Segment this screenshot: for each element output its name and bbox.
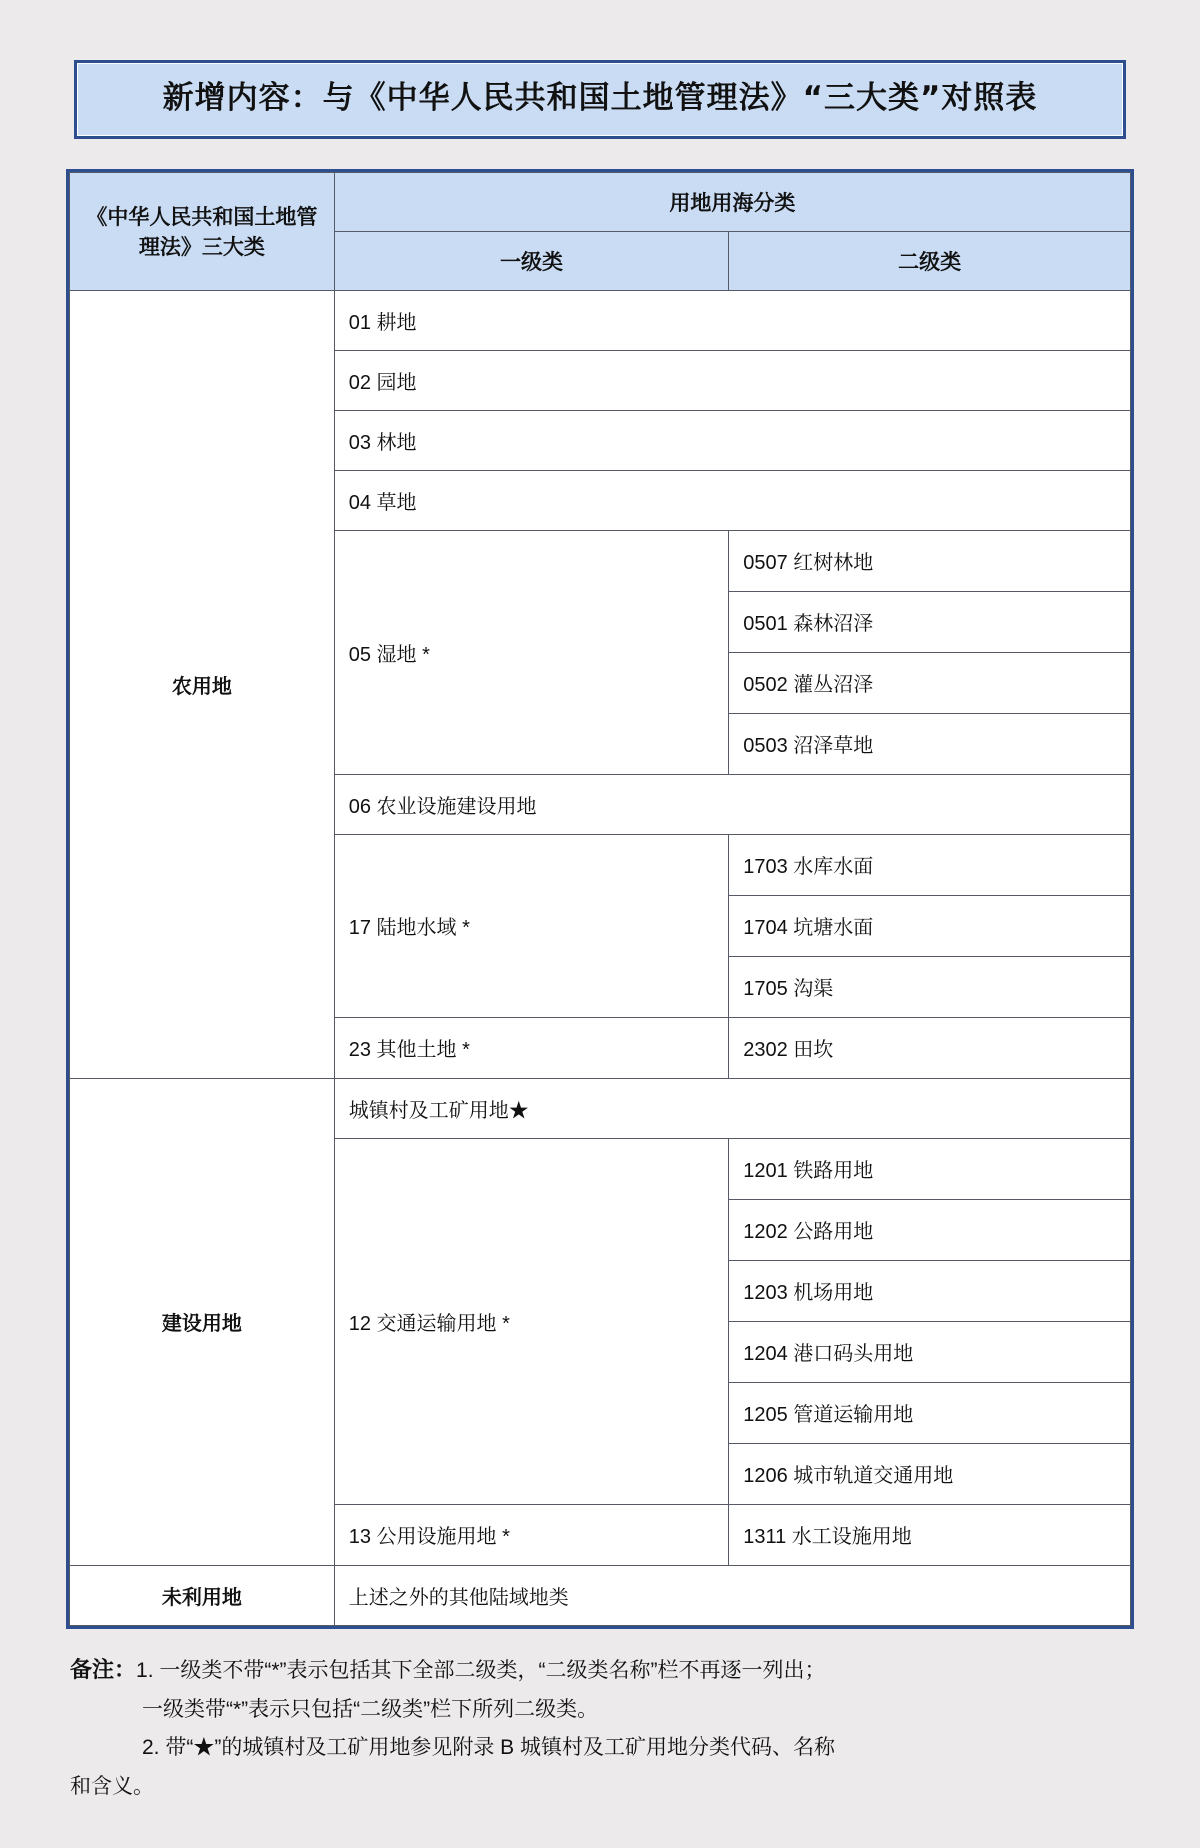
cell-level2: 1311 水工设施用地 bbox=[729, 1504, 1131, 1565]
cell-level1: 01 耕地 bbox=[334, 290, 1130, 350]
footnote-line-1 bbox=[70, 1651, 1130, 1690]
cell-category: 未利用地 bbox=[70, 1565, 335, 1625]
cell-level1: 03 林地 bbox=[334, 410, 1130, 470]
cell-level1: 上述之外的其他陆域地类 bbox=[334, 1565, 1130, 1625]
cell-level2: 1704 坑塘水面 bbox=[729, 895, 1131, 956]
cell-level1: 12 交通运输用地 * bbox=[334, 1138, 729, 1504]
table-row bbox=[70, 1565, 1131, 1625]
cell-level1: 05 湿地 * bbox=[334, 530, 729, 774]
cell-level2: 0501 森林沼泽 bbox=[729, 591, 1131, 652]
comparison-table-container bbox=[66, 169, 1134, 1629]
cell-category: 建设用地 bbox=[70, 1078, 335, 1565]
cell-category: 农用地 bbox=[70, 290, 335, 1078]
table-header bbox=[70, 172, 1131, 290]
cell-level2: 1703 水库水面 bbox=[729, 834, 1131, 895]
header-land-law-categories: 《中华人民共和国土地管理法》三大类 bbox=[70, 172, 335, 290]
title-banner bbox=[74, 60, 1126, 139]
header-level2: 二级类 bbox=[729, 231, 1131, 290]
footnote-line-4 bbox=[70, 1769, 1130, 1806]
cell-level2: 1203 机场用地 bbox=[729, 1260, 1131, 1321]
footnote-line-2 bbox=[70, 1692, 1130, 1729]
footnote-line-3 bbox=[70, 1730, 1130, 1767]
cell-level1: 02 园地 bbox=[334, 350, 1130, 410]
footnote-text-2: 一级类带“*”表示只包括“二级类”栏下所列二级类。 bbox=[142, 1697, 599, 1721]
cell-level2: 1206 城市轨道交通用地 bbox=[729, 1443, 1131, 1504]
cell-level2: 1705 沟渠 bbox=[729, 956, 1131, 1017]
cell-level2: 1201 铁路用地 bbox=[729, 1138, 1131, 1199]
comparison-table bbox=[69, 172, 1131, 1626]
cell-level2: 1204 港口码头用地 bbox=[729, 1321, 1131, 1382]
cell-level1: 23 其他土地 * bbox=[334, 1017, 729, 1078]
cell-level2: 0507 红树林地 bbox=[729, 530, 1131, 591]
footnote-text-4: 和含义。 bbox=[70, 1775, 154, 1798]
cell-level2: 1202 公路用地 bbox=[729, 1199, 1131, 1260]
cell-level2: 1205 管道运输用地 bbox=[729, 1382, 1131, 1443]
table-header-row-1 bbox=[70, 172, 1131, 231]
footnotes bbox=[70, 1651, 1130, 1806]
cell-level1: 06 农业设施建设用地 bbox=[334, 774, 1130, 834]
page-title: 新增内容：与《中华人民共和国土地管理法》“三大类”对照表 bbox=[162, 80, 1038, 116]
table-body bbox=[70, 290, 1131, 1625]
cell-level2: 0502 灌丛沼泽 bbox=[729, 652, 1131, 713]
footnote-text-3: 2. 带“★”的城镇村及工矿用地参见附录 B 城镇村及工矿用地分类代码、名称 bbox=[142, 1736, 836, 1760]
cell-level1: 04 草地 bbox=[334, 470, 1130, 530]
footnote-label: 备注： bbox=[70, 1656, 137, 1682]
header-land-sea-classification: 用地用海分类 bbox=[334, 172, 1130, 231]
cell-level2: 0503 沼泽草地 bbox=[729, 713, 1131, 774]
cell-level1: 13 公用设施用地 * bbox=[334, 1504, 729, 1565]
cell-level2: 2302 田坎 bbox=[729, 1017, 1131, 1078]
cell-level1: 城镇村及工矿用地★ bbox=[334, 1078, 1130, 1138]
table-row bbox=[70, 1078, 1131, 1138]
cell-level1: 17 陆地水域 * bbox=[334, 834, 729, 1017]
table-row bbox=[70, 290, 1131, 350]
footnote-text-1: 1. 一级类不带“*”表示包括其下全部二级类，“二级类名称”栏不再逐一列出； bbox=[136, 1658, 826, 1682]
header-level1: 一级类 bbox=[334, 231, 729, 290]
